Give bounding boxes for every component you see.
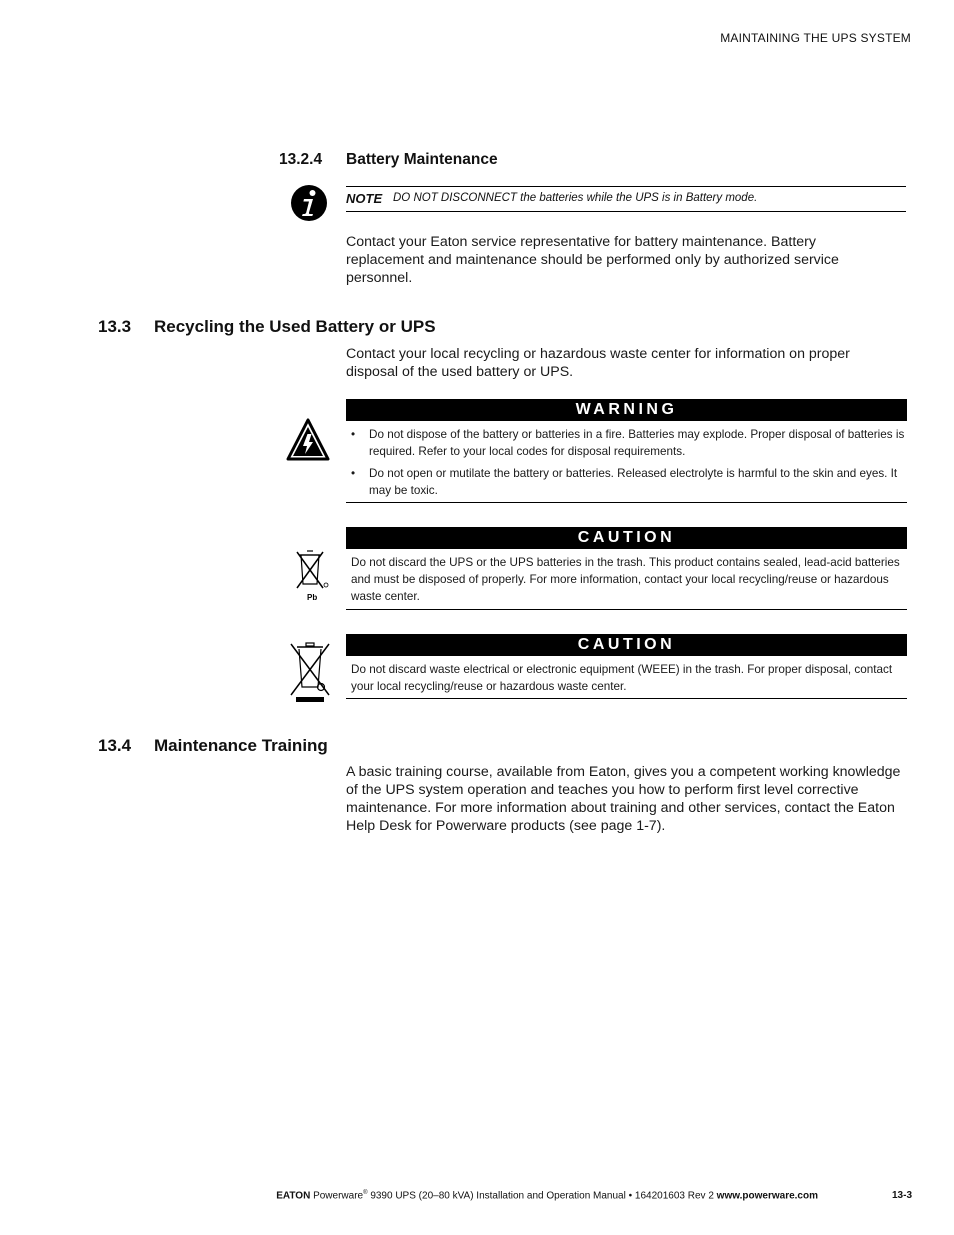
section-title: Battery Maintenance (346, 151, 498, 168)
section-heading-13-3 (98, 317, 436, 337)
note-box (346, 186, 906, 212)
info-icon (290, 184, 328, 222)
warning-header: WARNING (346, 399, 907, 421)
recycling-paragraph: Contact your local recycling or hazardous waste center for information on proper disposal of the used battery or UPS. (346, 346, 850, 380)
warning-item-text: Do not dispose of the battery or batteries in a fire. Batteries may explode. Proper disposal of batteries is required. Refer to your local codes for disposal requirements. (369, 428, 905, 458)
footer-separator: • (628, 1190, 633, 1202)
section-number: 13.2.4 (279, 151, 323, 168)
footer-manual-title: 9390 UPS (20–80 kVA) Installation and Operation Manual (370, 1190, 626, 1202)
registered-mark: ® (363, 1190, 368, 1196)
footer-website: www.powerware.com (716, 1190, 818, 1202)
caution-2-bottom-rule (346, 698, 907, 699)
list-item (346, 465, 907, 499)
weee-bin-icon (288, 640, 332, 704)
caution-text-1: Do not discard the UPS or the UPS batteries in the trash. This product contains sealed, lead-acid batteries and must be disposed of properly. For more information, contact your local recycling/reuse or hazardous waste center. (351, 556, 900, 603)
caution-text-2: Do not discard waste electrical or electronic equipment (WEEE) in the trash. For proper disposal, contact your local recycling/reuse or hazardous waste center. (351, 663, 893, 693)
pb-label: Pb (307, 593, 318, 602)
footer-citation (276, 1190, 818, 1201)
section-title: Recycling the Used Battery or UPS (154, 317, 436, 336)
section-number: 13.4 (98, 736, 132, 755)
section-heading-13-4 (98, 736, 328, 756)
warning-bottom-rule (346, 502, 907, 503)
note-label: NOTE (346, 191, 383, 206)
electrical-hazard-icon (286, 418, 330, 462)
note-text: DO NOT DISCONNECT the batteries while the UPS is in Battery mode. (393, 192, 758, 204)
caution-header-2: CAUTION (346, 634, 907, 656)
bullet: • (351, 428, 356, 441)
bullet: • (351, 467, 356, 480)
section-heading-13-2-4 (279, 151, 498, 169)
section-number: 13.3 (98, 317, 132, 336)
caution-1-bottom-rule (346, 609, 907, 610)
warning-list (346, 426, 907, 499)
page-number: 13-3 (891, 1190, 912, 1201)
section-title: Maintenance Training (154, 736, 328, 755)
caution-header-1: CAUTION (346, 527, 907, 549)
training-paragraph: A basic training course, available from Eaton, gives you a competent working knowledge of the UPS system operation and teaches you how to perform first level corrective maintenance. For more information about training and other services, contact the Eaton Help Desk for Powerware products (see page 1-7). (346, 764, 901, 834)
list-item (346, 426, 907, 460)
battery-maintenance-paragraph: Contact your Eaton service representative for battery maintenance. Battery replacement and maintenance should be performed only by authorized service personnel. (346, 234, 839, 286)
battery-disposal-icon (290, 546, 330, 602)
warning-item-text: Do not open or mutilate the battery or batteries. Released electrolyte is harmful to the skin and eyes. It may be toxic. (369, 467, 898, 497)
warning-body (346, 426, 907, 504)
footer-brand: EATON (276, 1190, 311, 1202)
footer-doc-number: 164201603 Rev 2 (634, 1190, 714, 1202)
running-head: MAINTAINING THE UPS SYSTEM (720, 31, 911, 45)
footer-product: Powerware (313, 1190, 364, 1202)
